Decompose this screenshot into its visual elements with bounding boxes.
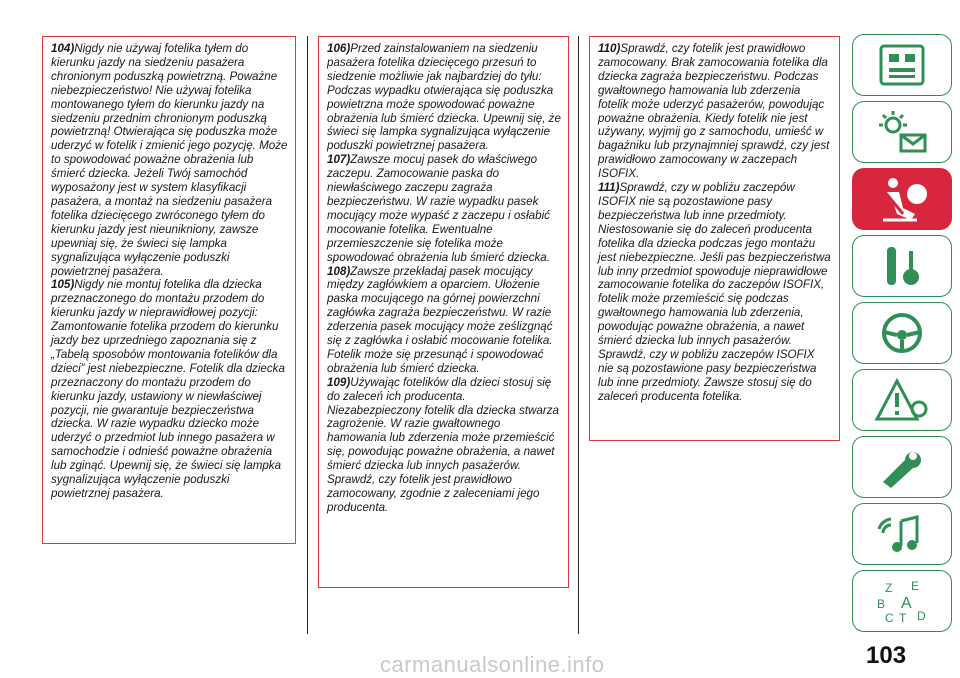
warning-note	[598, 181, 833, 404]
steering-wheel-icon	[871, 308, 933, 358]
warning-text: Sprawdź, czy fotelik jest prawidłowo zamocowany. Brak zamocowania fotelika dla dziecka zagraża bezpieczeństwu. Podczas gwałtownego hamowania lub zderzenia fotelik może uderzyć pasażerów, powodując poważne obrażenia. Kiedy fotelik nie jest używany, wyjmij go z samochodu, umieść w bagażniku lub przynajmniej sprawdź, czy jest prawidłowo zamocowany w zaczepach ISOFIX.	[598, 42, 830, 181]
column-divider	[578, 36, 579, 634]
page-number: 103	[866, 642, 907, 669]
warning-number: 110)	[598, 42, 621, 55]
warning-column-1	[42, 36, 296, 544]
warning-text: Używając fotelików dla dzieci stosuj się do zaleceń ich producenta. Niezabezpieczony fotelik dla dziecka stwarza zagrożenie. W razie gwałtownego hamowania lub zderzenia może przemieścić się, powodując poważne obrażenia, a nawet śmierć dziecka lub innych pasażerów. Sprawdź, czy fotelik jest prawidłowo zamocowany, zgodnie z zaleceniami jego producenta.	[327, 375, 559, 514]
warning-text: Sprawdź, czy w pobliżu zaczepów ISOFIX nie są pozostawione pasy bezpieczeństwa lub inne przedmioty. Niestosowanie się do zaleceń producenta fotelika dla dziecka podczas jego montażu jest niebezpieczne. Jeśli pas bezpieczeństwa lub inny przedmiot spowoduje nieprawidłowe zamocowanie fotelika do zaczepów ISOFIX, fotelik może przemieścić się podczas gwałtownego hamowania lub zderzenia, powodując poważne obrażenia, a nawet śmierć dziecka lub innych pasażerów. Sprawdź, czy w pobliżu zaczepów ISOFIX nie są pozostawione pasy bezpieczeństwa lub inne przedmioty. Zawsze stosuj się do zaleceń producenta fotelika.	[598, 181, 831, 403]
tab-warning-lights[interactable]	[852, 101, 952, 163]
warning-text: Zawsze mocuj pasek do właściwego zaczepu. Zamocowanie paska do niewłaściwego zaczepu zagraża bezpieczeństwu. W razie wypadku pasek mocujący może wypaść z zaczepu i osłabić mocowanie fotelika. Ewentualne przemieszczenie się fotelika może spowodować obrażenia lub śmierć dziecka.	[327, 153, 550, 264]
tab-multimedia[interactable]	[852, 503, 952, 565]
warning-number: 108)	[327, 264, 351, 278]
warning-note	[598, 42, 833, 181]
warning-number: 104)	[51, 42, 75, 55]
warning-text: Nigdy nie montuj fotelika dla dziecka przeznaczonego do montażu przodem do kierunku jazdy w nieprawidłowej pozycji: Zamontowanie fotelika przodem do kierunku jazdy bez uprzedniego zapoznania się z „Tabelą sposobów montowania fotelików dla dzieci” jest niebezpieczne. Fotelik dla dziecka przeznaczony do montażu przodem do kierunku jazdy, ustawiony w niewłaściwej pozycji, nie gwarantuje bezpieczeństwa dziecka. W razie wypadku dziecko może uderzyć o przedmiot lub innego pasażera w samochodzie i odnieść poważne obrażenia lub zginąć. Upewnij się, że świeci się lampka sygnalizująca wyłączenie poduszki powietrznej pasażera.	[51, 278, 285, 500]
warning-text: Nigdy nie używaj fotelika tyłem do kierunku jazdy na siedzeniu pasażera chronionym poduszką powietrzną. Poważne niebezpieczeństwo! Nie używaj fotelika montowanego tyłem do kierunku jazdy na siedzeniu przednim chronionym poduszką powietrzną! Otwierająca się poduszka może uderzyć w fotelik i zmienić jego pozycję. Może to spowodować poważne obrażenia lub śmierć dziecka. Jeżeli Twój samochód wyposażony jest w system klasyfikacji pasażera, a montaż na siedzeniu pasażera fotelika dziecięcego zwróconego tyłem do kierunku jazdy jest nieunikniony, zawsze upewniaj się, że świeci się lampka sygnalizująca wyłączenie poduszki powietrznej pasażera.	[51, 42, 288, 278]
warning-text: Zawsze przekładaj pasek mocujący między zagłówkiem a oparciem. Ułożenie paska mocującego na górnej powierzchni zagłówka zagraża bezpieczeństwu. W razie zderzenia pasek mocujący może ześlizgnąć się z zagłówka i osłabić mocowanie fotelika. Fotelik może się przesunąć i spowodować obrażenia lub śmierć dziecka.	[327, 264, 553, 375]
tab-emergency[interactable]	[852, 369, 952, 431]
chapter-tabs	[852, 34, 952, 637]
warning-number: 107)	[327, 153, 351, 167]
warning-column-3	[589, 36, 840, 441]
column-divider	[307, 36, 308, 634]
dashboard-icon	[871, 40, 933, 90]
warning-number: 105)	[51, 278, 75, 292]
maintenance-wrench-icon	[871, 442, 933, 492]
index-letters-icon	[871, 576, 933, 626]
tab-dashboard[interactable]	[852, 34, 952, 96]
warning-note	[327, 265, 562, 376]
safety-seatbelt-icon	[871, 174, 933, 224]
index-letter: D	[917, 609, 926, 623]
index-letter: T	[899, 611, 907, 625]
warning-lights-icon	[871, 107, 933, 157]
key-ignition-icon	[871, 241, 933, 291]
index-letter: B	[877, 597, 886, 611]
warning-text: Przed zainstalowaniem na siedzeniu pasażera fotelika dziecięcego przesuń to siedzenie możliwie jak najbardziej do tyłu: Podczas wypadku otwierająca się poduszka powietrzna może spowodować poważne obrażenia lub śmierć dziecka. Upewnij się, że świeci się lampka sygnalizująca wyłączenie poduszki powietrznej pasażera.	[327, 42, 561, 153]
warning-number: 111)	[598, 181, 620, 195]
tab-maintenance[interactable]	[852, 436, 952, 498]
index-letter: E	[911, 579, 920, 593]
warning-number: 109)	[327, 375, 351, 389]
multimedia-music-icon	[871, 509, 933, 559]
warning-note	[51, 278, 289, 501]
tab-steering[interactable]	[852, 302, 952, 364]
warning-number: 106)	[327, 42, 351, 55]
tab-index[interactable]	[852, 570, 952, 632]
warning-note	[327, 153, 562, 264]
index-letter: C	[885, 611, 894, 625]
warning-column-2	[318, 36, 569, 588]
index-letter: A	[901, 595, 912, 612]
tab-safety[interactable]	[852, 168, 952, 230]
index-letter: Z	[885, 581, 893, 595]
tab-key-ignition[interactable]	[852, 235, 952, 297]
emergency-triangle-icon	[871, 375, 933, 425]
watermark: carmanualsonline.info	[380, 652, 605, 677]
warning-note	[327, 376, 562, 515]
warning-note	[51, 42, 289, 278]
warning-note	[327, 42, 562, 153]
